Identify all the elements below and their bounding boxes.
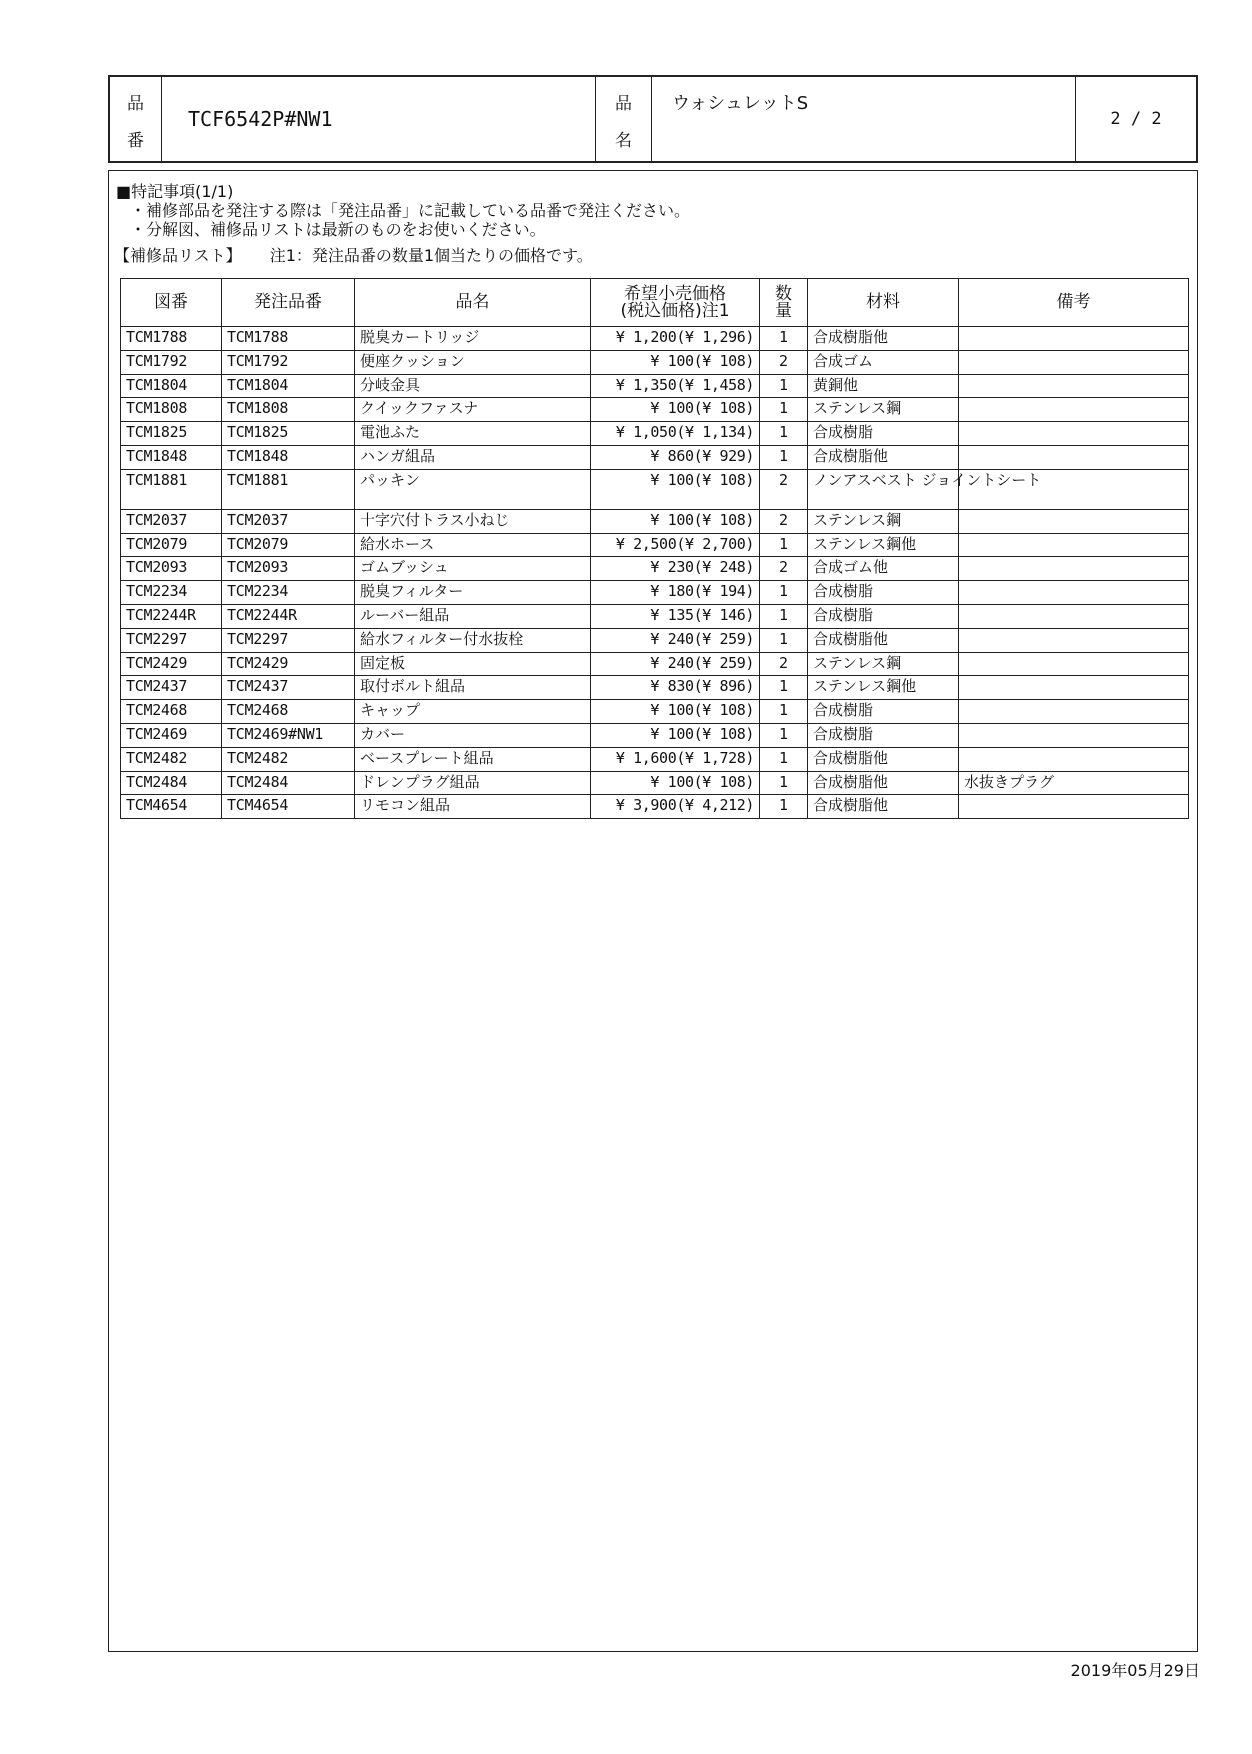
product-name-label-bottom: 名 [615,131,632,151]
cell-part-name: パッキン [355,469,591,509]
cell-order-number: TCM2429 [222,652,355,676]
cell-remarks [959,398,1189,422]
cell-order-number: TCM1808 [222,398,355,422]
cell-zuban: TCM2244R [121,604,222,628]
cell-order-number: TCM1804 [222,374,355,398]
cell-quantity: 1 [760,445,808,469]
part-number: TCF6542P#NW1 [162,77,596,161]
cell-part-name: クイックファスナ [355,398,591,422]
cell-price: ¥ 860(¥ 929) [591,445,760,469]
header-part-name: 品名 [355,279,591,327]
table-row [121,422,1189,446]
cell-remarks [959,422,1189,446]
header-price-line1: 希望小売価格 [624,283,726,304]
cell-remarks [959,700,1189,724]
cell-part-name: 便座クッション [355,350,591,374]
table-row [121,327,1189,351]
cell-remarks [959,652,1189,676]
cell-price: ¥ 100(¥ 108) [591,350,760,374]
cell-price: ¥ 240(¥ 259) [591,628,760,652]
cell-part-name: ルーバー組品 [355,604,591,628]
document-header [108,75,1198,163]
cell-remarks [959,795,1189,819]
cell-quantity: 1 [760,374,808,398]
cell-zuban: TCM2079 [121,533,222,557]
cell-order-number: TCM2482 [222,747,355,771]
cell-remarks [959,581,1189,605]
cell-material: ステンレス鋼 [808,509,959,533]
cell-order-number: TCM1788 [222,327,355,351]
cell-price: ¥ 3,900(¥ 4,212) [591,795,760,819]
cell-remarks [959,747,1189,771]
cell-material: 合成樹脂他 [808,747,959,771]
cell-quantity: 1 [760,771,808,795]
cell-zuban: TCM2437 [121,676,222,700]
table-row [121,771,1189,795]
cell-part-name: 固定板 [355,652,591,676]
cell-order-number: TCM2469#NW1 [222,723,355,747]
cell-remarks [959,445,1189,469]
cell-order-number: TCM2244R [222,604,355,628]
table-row [121,628,1189,652]
table-row [121,747,1189,771]
header-qty-line1: 数 [775,283,792,304]
cell-quantity: 1 [760,604,808,628]
cell-remarks [959,350,1189,374]
table-row [121,723,1189,747]
cell-order-number: TCM2234 [222,581,355,605]
cell-zuban: TCM2093 [121,557,222,581]
header-remarks: 備考 [959,279,1189,327]
cell-quantity: 2 [760,350,808,374]
header-price [591,279,760,327]
cell-zuban: TCM1825 [121,422,222,446]
cell-material: 合成樹脂他 [808,771,959,795]
cell-price: ¥ 1,050(¥ 1,134) [591,422,760,446]
cell-quantity: 1 [760,747,808,771]
cell-part-name: 十字穴付トラス小ねじ [355,509,591,533]
cell-order-number: TCM2079 [222,533,355,557]
cell-quantity: 1 [760,398,808,422]
cell-price: ¥ 100(¥ 108) [591,398,760,422]
cell-order-number: TCM2093 [222,557,355,581]
table-row [121,581,1189,605]
cell-remarks [959,374,1189,398]
header-quantity [760,279,808,327]
table-row [121,374,1189,398]
table-row [121,700,1189,724]
cell-part-name: 脱臭フィルター [355,581,591,605]
cell-order-number: TCM1792 [222,350,355,374]
cell-quantity: 2 [760,509,808,533]
cell-zuban: TCM2234 [121,581,222,605]
cell-part-name: 電池ふた [355,422,591,446]
table-row [121,557,1189,581]
table-row [121,676,1189,700]
header-material: 材料 [808,279,959,327]
cell-remarks: 水抜きプラグ [959,771,1189,795]
cell-material: 合成樹脂他 [808,445,959,469]
cell-remarks [959,723,1189,747]
cell-part-name: 脱臭カートリッジ [355,327,591,351]
cell-zuban: TCM1804 [121,374,222,398]
note-line: ・補修部品を発注する際は「発注品番」に記載している品番で発注ください。 [130,201,691,220]
cell-zuban: TCM1808 [121,398,222,422]
cell-remarks [959,676,1189,700]
cell-quantity: 2 [760,652,808,676]
table-header-row [121,279,1189,327]
cell-order-number: TCM2437 [222,676,355,700]
cell-zuban: TCM1788 [121,327,222,351]
cell-part-name: ベースプレート組品 [355,747,591,771]
cell-material: 合成樹脂 [808,723,959,747]
page-number: 2 / 2 [1110,109,1162,129]
cell-price: ¥ 100(¥ 108) [591,723,760,747]
cell-zuban: TCM2469 [121,723,222,747]
table-row [121,469,1189,509]
part-number-label [110,77,162,161]
cell-zuban: TCM4654 [121,795,222,819]
cell-material: 合成樹脂 [808,700,959,724]
cell-order-number: TCM2468 [222,700,355,724]
table-row [121,795,1189,819]
cell-material: 合成樹脂 [808,422,959,446]
cell-remarks [959,327,1189,351]
cell-material: 合成樹脂他 [808,327,959,351]
cell-zuban: TCM1881 [121,469,222,509]
cell-quantity: 1 [760,676,808,700]
cell-part-name: 給水フィルター付水抜栓 [355,628,591,652]
cell-order-number: TCM1848 [222,445,355,469]
cell-order-number: TCM4654 [222,795,355,819]
cell-zuban: TCM1792 [121,350,222,374]
note-line: ・分解図、補修品リストは最新のものをお使いください。 [130,220,546,239]
cell-order-number: TCM2484 [222,771,355,795]
cell-zuban: TCM2484 [121,771,222,795]
cell-material: 合成樹脂 [808,581,959,605]
cell-order-number: TCM1881 [222,469,355,509]
cell-order-number: TCM2037 [222,509,355,533]
cell-part-name: 分岐金具 [355,374,591,398]
parts-table [120,278,1189,819]
issue-date: 2019年05月29日 [1070,1661,1200,1680]
cell-material: ステンレス鋼 [808,398,959,422]
cell-order-number: TCM2297 [222,628,355,652]
parts-list-heading: 【補修品リスト】 [114,246,242,265]
table-row [121,604,1189,628]
header-zuban: 図番 [121,279,222,327]
part-number-label-bottom: 番 [127,131,144,151]
cell-remarks [959,557,1189,581]
cell-quantity: 1 [760,628,808,652]
cell-zuban: TCM2482 [121,747,222,771]
cell-price: ¥ 2,500(¥ 2,700) [591,533,760,557]
header-price-line2: (税込価格)注1 [620,300,730,321]
header-qty-line2: 量 [775,300,792,321]
cell-material: 合成樹脂他 [808,795,959,819]
cell-material: ステンレス鋼他 [808,533,959,557]
parts-list-title [114,243,593,266]
cell-part-name: キャップ [355,700,591,724]
cell-quantity: 2 [760,469,808,509]
cell-price: ¥ 1,600(¥ 1,728) [591,747,760,771]
cell-material: 合成樹脂他 [808,628,959,652]
cell-price: ¥ 100(¥ 108) [591,469,760,509]
product-name: ウォシュレットS [652,77,1076,161]
cell-quantity: 1 [760,700,808,724]
cell-price: ¥ 1,200(¥ 1,296) [591,327,760,351]
cell-part-name: リモコン組品 [355,795,591,819]
cell-part-name: 取付ボルト組品 [355,676,591,700]
cell-remarks [959,533,1189,557]
cell-material: ステンレス鋼他 [808,676,959,700]
cell-material: 合成樹脂 [808,604,959,628]
cell-remarks [959,604,1189,628]
part-number-label-top: 品 [127,94,144,114]
table-row [121,350,1189,374]
header-order-number: 発注品番 [222,279,355,327]
product-name-label-top: 品 [615,94,632,114]
cell-material: ノンアスベスト ジョイントシート [808,469,959,509]
cell-order-number: TCM1825 [222,422,355,446]
cell-zuban: TCM2037 [121,509,222,533]
cell-part-name: ドレンプラグ組品 [355,771,591,795]
cell-part-name: カバー [355,723,591,747]
cell-price: ¥ 100(¥ 108) [591,771,760,795]
cell-price: ¥ 230(¥ 248) [591,557,760,581]
cell-quantity: 1 [760,533,808,557]
cell-quantity: 1 [760,422,808,446]
price-note: 注1：発注品番の数量1個当たりの価格です。 [269,246,593,265]
special-notes [116,182,690,239]
table-row [121,398,1189,422]
cell-material: 合成ゴム [808,350,959,374]
table-body [121,327,1189,819]
cell-price: ¥ 1,350(¥ 1,458) [591,374,760,398]
cell-zuban: TCM2468 [121,700,222,724]
cell-quantity: 2 [760,557,808,581]
cell-price: ¥ 100(¥ 108) [591,509,760,533]
table-row [121,445,1189,469]
product-name-label [596,77,652,161]
cell-price: ¥ 240(¥ 259) [591,652,760,676]
cell-part-name: ゴムブッシュ [355,557,591,581]
cell-material: ステンレス鋼 [808,652,959,676]
cell-zuban: TCM1848 [121,445,222,469]
table-row [121,509,1189,533]
cell-price: ¥ 135(¥ 146) [591,604,760,628]
table-row [121,652,1189,676]
cell-remarks [959,509,1189,533]
cell-price: ¥ 830(¥ 896) [591,676,760,700]
cell-price: ¥ 180(¥ 194) [591,581,760,605]
cell-price: ¥ 100(¥ 108) [591,700,760,724]
cell-zuban: TCM2297 [121,628,222,652]
cell-part-name: 給水ホース [355,533,591,557]
cell-material: 黄銅他 [808,374,959,398]
cell-zuban: TCM2429 [121,652,222,676]
cell-material: 合成ゴム他 [808,557,959,581]
table-row [121,533,1189,557]
cell-quantity: 1 [760,795,808,819]
cell-quantity: 1 [760,327,808,351]
notes-heading: ■特記事項(1/1) [116,182,234,201]
cell-quantity: 1 [760,723,808,747]
cell-part-name: ハンガ組品 [355,445,591,469]
cell-remarks [959,628,1189,652]
cell-quantity: 1 [760,581,808,605]
